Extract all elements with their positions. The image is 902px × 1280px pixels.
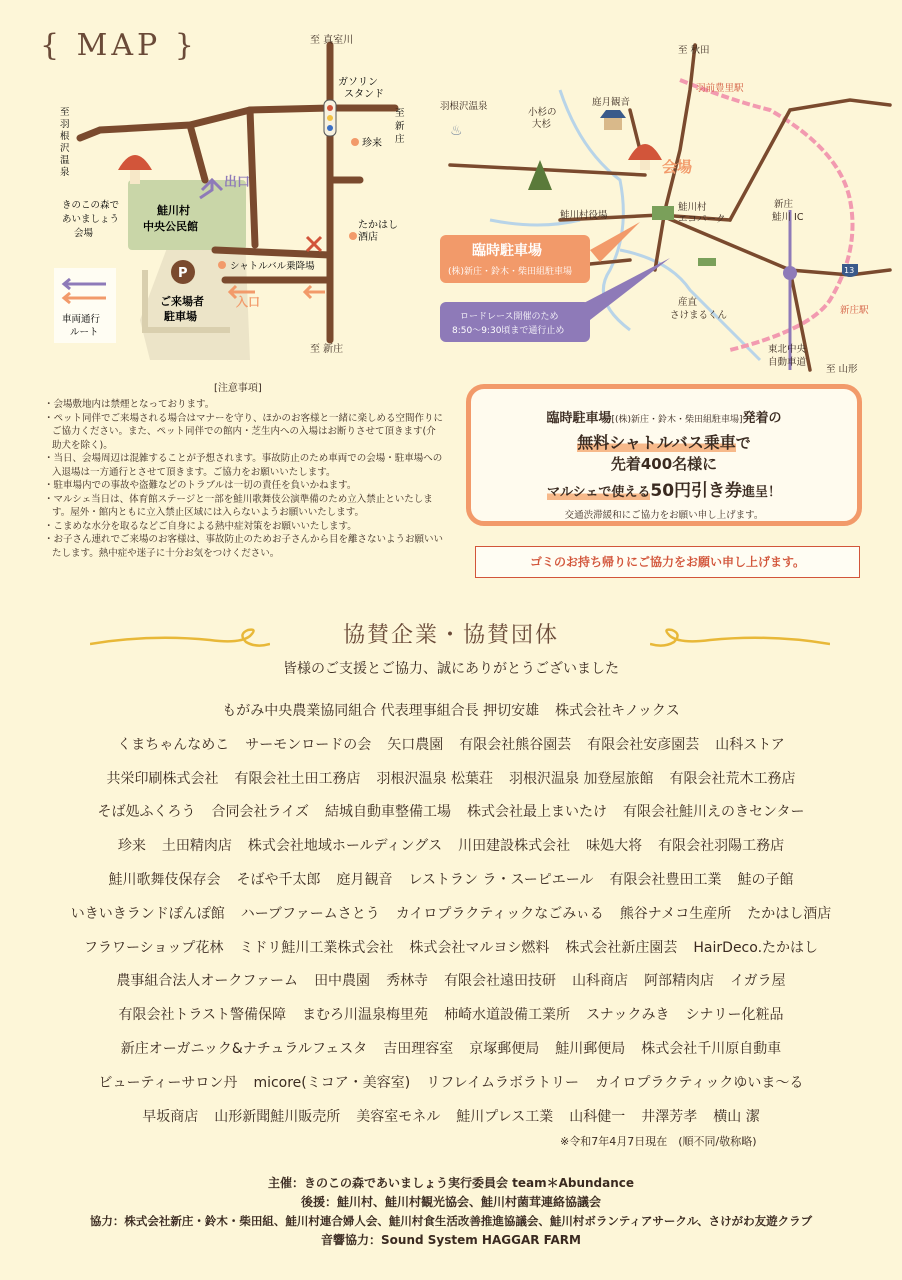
notes-list: [44, 398, 444, 560]
sponsor-row: [0, 768, 902, 802]
svg-text:入口: 入口: [236, 295, 261, 309]
label-north: 至 真室川: [310, 35, 354, 46]
svg-text:鮭川村: 鮭川村: [678, 202, 707, 213]
sponsor-row: [0, 1072, 902, 1106]
sponsor-name: 珍来: [117, 838, 146, 855]
svg-text:庭月観音: 庭月観音: [592, 97, 631, 108]
local-map: [40, 30, 440, 370]
sponsor-name: 山科商店: [572, 973, 629, 990]
sponsor-note: ※令和7年4月7日現在 (順不同/敬称略): [560, 1135, 757, 1148]
sponsor-name: 美容室モネル: [356, 1108, 441, 1125]
sponsor-name: HairDeco.たかはし: [693, 939, 819, 956]
sponsor-name: 株式会社最上まいたけ: [467, 804, 607, 821]
sponsor-name: 株式会社新庄園芸: [565, 939, 678, 956]
svg-text:鮭川村: 鮭川村: [157, 204, 190, 217]
sponsor-name: リフレイムラボラトリー: [426, 1074, 579, 1091]
sponsor-name: もがみ中央農業協同組合 代表理事組合長 押切安雄: [222, 703, 540, 719]
hot-spring-icon: ♨: [450, 123, 463, 139]
sponsor-name: ビューティーサロン丹: [98, 1074, 238, 1091]
sponsor-row: [0, 1038, 902, 1072]
sponsor-name: 有限会社安彦園芸: [587, 736, 700, 753]
sponsor-row: [0, 700, 902, 734]
svg-text:自動車道: 自動車道: [768, 357, 807, 368]
note-item: ・お子さん連れでご来場のお客様は、事故防止のためお子さんから目を離さないようお願いいたします。熱中症や迷子に十分お気をつけください。: [44, 534, 444, 559]
sponsor-row: [0, 734, 902, 768]
sponsor-name: 株式会社キノックス: [555, 703, 680, 719]
sponsor-name: 田中農園: [314, 973, 371, 990]
svg-text:小杉の: 小杉の: [528, 107, 557, 118]
sponsor-name: レストラン ラ・スーピエール: [408, 871, 594, 888]
svg-text:スタンド: スタンド: [344, 89, 384, 100]
sponsor-name: 有限会社荒木工務店: [669, 770, 796, 787]
sponsor-name: ミドリ鮭川工業株式会社: [239, 939, 394, 956]
svg-text:ご来場者: ご来場者: [160, 295, 204, 308]
svg-text:(株)新庄・鈴木・柴田組駐車場: (株)新庄・鈴木・柴田組駐車場: [448, 267, 573, 277]
sponsor-name: 羽根沢温泉 加登屋旅館: [509, 770, 654, 787]
svg-text:中央公民館: 中央公民館: [143, 220, 198, 233]
sponsor-list: [0, 700, 902, 1139]
sponsor-row: [0, 869, 902, 903]
sponsor-name: 柿崎水道設備工業所: [444, 1007, 571, 1024]
svg-text:8:50〜9:30頃まで通行止め: 8:50〜9:30頃まで通行止め: [452, 326, 565, 336]
ecopark-icon: [652, 206, 674, 220]
sponsor-name: 味処大将: [586, 838, 643, 855]
sponsors-subtitle: 皆様のご支援とご協力、誠にありがとうございました: [283, 661, 619, 677]
sponsor-name: カイロプラクティックゆいま〜る: [594, 1074, 804, 1091]
svg-text:13: 13: [844, 266, 855, 275]
sponsor-name: 株式会社地域ホールディングス: [247, 838, 443, 855]
svg-text:大杉: 大杉: [532, 119, 552, 130]
sponsor-name: 羽根沢温泉 松葉荘: [376, 770, 493, 787]
shuttle-info-box: 臨時駐車場[(株)新庄・鈴木・柴田組駐車場]発着の 無料シャトルバス乗車で 先着400名様に マルシェで使える50円引き券進呈！ 交通渋滞緩和にご協力をお願い申し上げます。: [466, 384, 862, 526]
sponsor-name: 新庄オーガニック&ナチュラルフェスタ: [120, 1040, 368, 1057]
area-map: [430, 30, 900, 380]
sponsor-name: 山科健一: [569, 1108, 626, 1125]
svg-text:新: 新: [395, 121, 405, 132]
svg-text:鮭川村役場: 鮭川村役場: [560, 210, 608, 221]
svg-text:ロードレース開催のため: ロードレース開催のため: [460, 312, 559, 322]
sound-line: 音響協力：Sound System HAGGAR FARM: [321, 1233, 581, 1247]
sponsor-name: 鮭の子館: [737, 871, 794, 888]
trash-notice: ゴミのお持ち帰りにご協力をお願い申し上げます。: [475, 546, 860, 578]
svg-text:産直: 産直: [678, 297, 698, 308]
sponsor-row: [0, 903, 902, 937]
svg-text:エコパーク: エコパーク: [678, 214, 726, 225]
sponsor-name: フラワーショップ花林: [83, 939, 224, 956]
coop-line: 協力：株式会社新庄・鈴木・柴田組、鮭川村連合婦人会、鮭川村食生活改善推進協議会、鮭川村ボランティアサークル、さけがわ友遊クラブ: [89, 1214, 813, 1228]
svg-text:庄: 庄: [395, 134, 405, 145]
note-item: ・こまめな水分を取るなどご自身による熱中症対策をお願いいたします。: [44, 520, 357, 532]
sponsor-name: micore(ミコア・美容室): [253, 1074, 411, 1091]
sanchoku-icon: [698, 258, 716, 266]
svg-text:きのこの森で: きのこの森で: [62, 200, 120, 211]
sponsor-name: 共栄印刷株式会社: [106, 770, 219, 787]
host-line: 主催：きのこの森であいましょう実行委員会 team＊Abundance: [267, 1176, 635, 1190]
notes-title: [注意事項]: [214, 383, 262, 394]
svg-text:会場: 会場: [662, 158, 693, 176]
svg-text:東北中央: 東北中央: [768, 344, 807, 355]
sponsor-name: 株式会社千川原自動車: [641, 1040, 782, 1057]
svg-text:温: 温: [60, 155, 70, 166]
support-line: 後援：鮭川村、鮭川村観光協会、鮭川村菌茸連絡協議会: [300, 1195, 601, 1209]
sponsor-name: 井澤芳孝: [641, 1108, 698, 1125]
sponsor-name: イガラ屋: [730, 973, 786, 990]
sponsor-name: 山形新聞鮭川販売所: [214, 1108, 341, 1125]
sponsor-name: ハーブファームさとう: [240, 905, 380, 922]
sponsor-name: 熊谷ナメコ生産所: [619, 905, 732, 922]
sponsor-name: 有限会社豊田工業: [609, 871, 722, 888]
sponsors-title: 協賛企業・協賛団体: [342, 623, 559, 648]
svg-text:会場: 会場: [74, 228, 94, 239]
svg-text:あいましょう: あいましょう: [62, 214, 120, 225]
svg-text:至 山形: 至 山形: [826, 364, 858, 375]
sponsor-name: シナリー化粧品: [685, 1007, 784, 1024]
sponsor-name: 横山 潔: [713, 1108, 760, 1125]
sponsor-name: 株式会社マルヨシ燃料: [409, 939, 550, 956]
note-item: ・駐車場内での事故や盗難などのトラブルは一切の責任を負いかねます。: [44, 480, 357, 491]
note-item: ・当日、会場周辺は混雑することが予想されます。事故防止のため車両での会場・駐車場への入退場は一方通行とさせて頂きます。ご協力をお願いいたします。: [44, 453, 443, 478]
sponsor-row: [0, 835, 902, 869]
map-title: { MAP }: [40, 28, 198, 63]
footer-credits: [0, 1174, 902, 1250]
svg-text:駐車場: 駐車場: [164, 310, 197, 323]
sponsor-row: [0, 801, 902, 835]
tree-icon: [528, 160, 552, 190]
svg-text:出口: 出口: [224, 175, 251, 190]
sponsor-name: 山科ストア: [715, 736, 785, 753]
sponsor-name: 庭月観音: [336, 871, 393, 888]
sponsor-name: 早坂商店: [142, 1108, 199, 1125]
svg-text:珍来: 珍来: [362, 138, 382, 149]
sponsor-name: いきいきランドぽんぽ館: [70, 905, 225, 922]
svg-text:シャトルバル乗降場: シャトルバル乗降場: [230, 261, 315, 272]
label-south: 至 新庄: [310, 344, 344, 355]
sponsor-name: 結城自動車整備工場: [325, 804, 451, 821]
sponsor-name: 有限会社土田工務店: [234, 770, 361, 787]
sponsor-name: 鮭川プレス工業: [456, 1108, 554, 1125]
sponsor-name: 有限会社遠田技研: [444, 973, 557, 990]
sponsor-row: [0, 970, 902, 1004]
mushroom-icon: [118, 155, 152, 184]
closed-x-icon: [307, 237, 321, 251]
sponsor-name: 矢口農園: [387, 736, 444, 753]
sponsor-name: たかはし酒店: [747, 905, 832, 922]
sponsor-name: 鮭川郵便局: [555, 1040, 626, 1057]
svg-text:羽: 羽: [60, 119, 70, 130]
sponsor-row: [0, 937, 902, 971]
svg-text:羽根沢温泉: 羽根沢温泉: [440, 101, 488, 112]
sponsor-row: [0, 1004, 902, 1038]
ic-marker: [783, 266, 797, 280]
sponsor-name: サーモンロードの会: [245, 736, 372, 753]
svg-text:新庄駅: 新庄駅: [840, 305, 869, 316]
sponsor-name: 吉田理容室: [383, 1040, 454, 1057]
svg-text:羽前豊里駅: 羽前豊里駅: [696, 83, 744, 94]
svg-text:ルート: ルート: [70, 327, 99, 338]
sponsor-name: 鮭川歌舞伎保存会: [108, 871, 221, 888]
sponsor-name: くまちゃんなめこ: [117, 736, 230, 753]
svg-text:至: 至: [60, 107, 70, 118]
svg-text:根: 根: [60, 131, 70, 142]
venue-mushroom-icon: [628, 144, 662, 170]
svg-text:至: 至: [395, 108, 405, 119]
sponsor-name: カイロプラクティックなごみぃる: [395, 905, 604, 922]
sponsor-name: 有限会社トラスト警備保障: [118, 1007, 287, 1024]
svg-text:鮭川 IC: 鮭川 IC: [772, 212, 804, 223]
sponsor-row: [0, 1106, 902, 1140]
sponsor-name: そばや千太郎: [236, 871, 321, 888]
svg-text:さけまるくん: さけまるくん: [670, 310, 728, 321]
note-item: ・マルシェ当日は、体育館ステージと一部を鮭川歌舞伎公演準備のため立入禁止といたします。屋外・館内ともに立入禁止区域には入らないようお願いいたします。: [44, 493, 433, 518]
sponsor-name: 土田精肉店: [161, 838, 232, 855]
sponsor-name: そば処ふくろう: [97, 804, 196, 821]
sponsor-name: 合同会社ライズ: [211, 804, 309, 821]
svg-text:P: P: [178, 266, 188, 281]
road-race-box: [440, 302, 590, 342]
sponsor-name: 農事組合法人オークファーム: [116, 973, 299, 990]
sponsor-name: 有限会社羽陽工務店: [658, 838, 785, 855]
svg-text:臨時駐車場: 臨時駐車場: [472, 243, 542, 259]
temple-icon: [600, 110, 626, 118]
svg-text:新庄: 新庄: [774, 199, 794, 210]
sponsor-name: スナックみき: [586, 1007, 670, 1024]
sponsor-name: 京塚郵便局: [469, 1040, 540, 1057]
svg-text:ガソリン: ガソリン: [338, 77, 378, 88]
sponsor-name: 川田建設株式会社: [458, 838, 571, 855]
svg-text:たかはし: たかはし: [358, 220, 398, 231]
sponsor-name: 有限会社鮭川えのきセンター: [623, 804, 805, 821]
note-item: ・会場敷地内は禁煙となっております。: [44, 399, 215, 410]
sponsor-name: 阿部精肉店: [644, 973, 715, 990]
svg-text:至 秋田: 至 秋田: [678, 45, 710, 56]
sponsor-name: 秀林寺: [386, 973, 429, 990]
note-item: ・ペット同伴でご来場される場合はマナーを守り、ほかのお客様と一緒に楽しめる空間作りにご協力ください。また、ペット同伴での館内・芝生内への入場はお断りさせて頂きます(介助犬を除く)。: [44, 412, 444, 451]
svg-text:酒店: 酒店: [358, 232, 378, 243]
sponsor-name: 有限会社熊谷園芸: [459, 736, 572, 753]
svg-text:泉: 泉: [60, 167, 70, 178]
svg-text:沢: 沢: [60, 143, 70, 154]
sponsor-name: まむろ川温泉梅里苑: [302, 1007, 429, 1024]
svg-text:車両通行: 車両通行: [62, 314, 101, 325]
